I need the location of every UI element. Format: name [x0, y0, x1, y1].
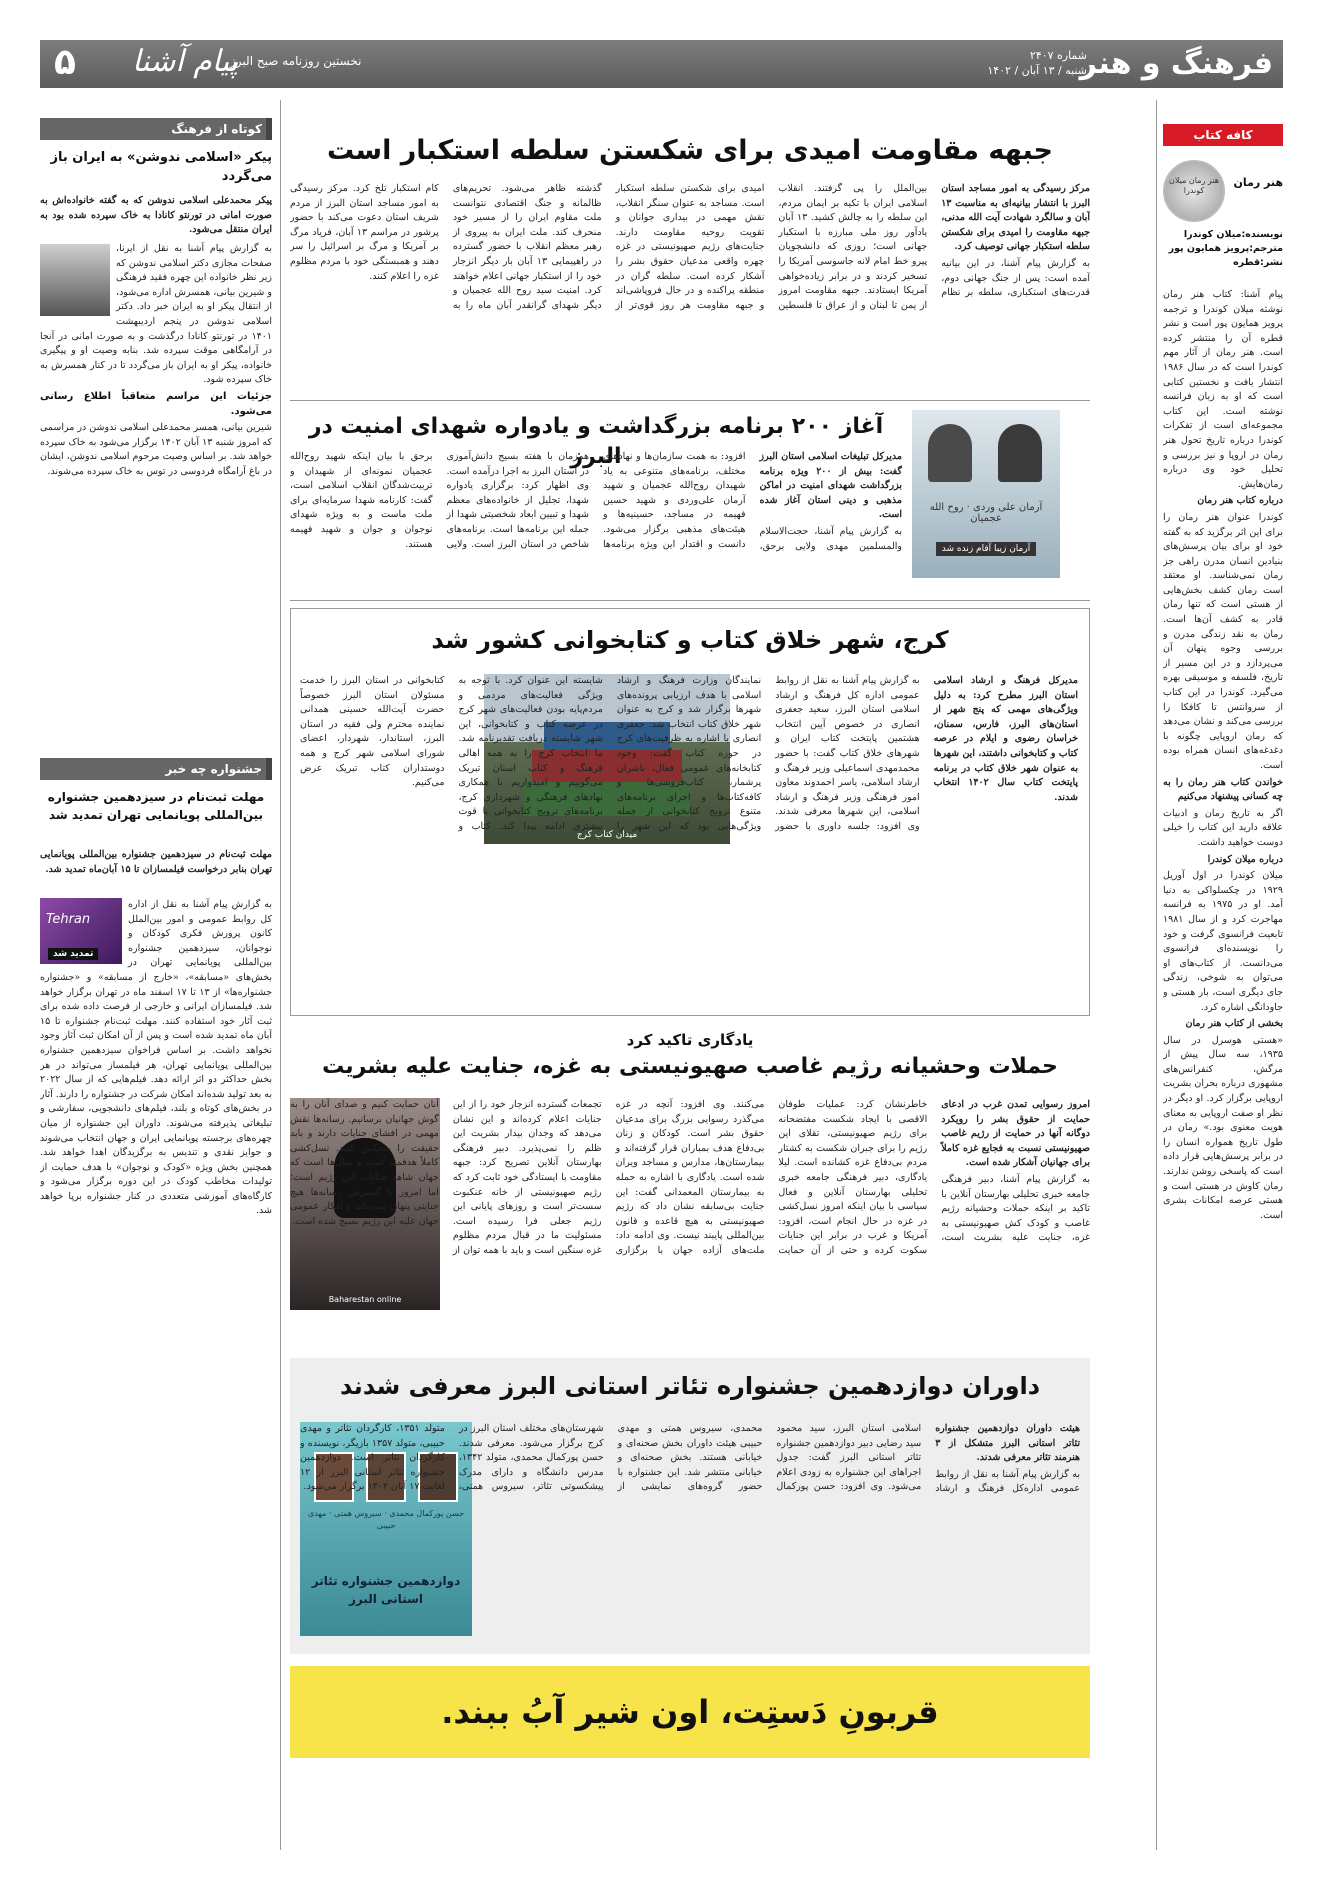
- book-cover-text: هنر رمان میلان کوندرا: [1169, 176, 1219, 195]
- article-resistance-headline: جبهه مقاومت امیدی برای شکستن سلطه استکبار است: [326, 135, 1054, 166]
- festival-news-lead: مهلت ثبت‌نام در سیزدهمین جشنواره بین‌المللی پویانمایی تهران بنابر درخواست فیلمسازان تا ۱۵ آبان‌ماه تمدید شد.: [40, 849, 272, 875]
- issue-number: شماره ۲۴۰۷: [1029, 49, 1087, 62]
- festival-news-body: [40, 898, 272, 1808]
- article-martyrs-text: به گزارش پیام آشنا، حجت‌الاسلام والمسلمین مهدی ولایی برحق، ‌افزود: به همت سازمان‌ها و نهادهای مختلف، برنامه‌های متنوعی به یاد شهیدان روح‌الله عجمیان و شهید آرمان علی‌وردی و شهید حسین فهیمه در مساجد، حسینیه‌ها و هیئت‌های مذهبی برگزار می‌شود. دانست و اقتدار این ویژه برنامه‌ها همزمان با هفته بسیج دانش‌آموزی در استان البرز به اجرا درآمده است. وی اظهار کرد: برگزاری یادواره شهدا، تجلیل از خانواده‌های معظم شهدا و تبیین ابعاد شخصیتی شهدا از جمله این برنامه‌ها است. برنامه‌های شاخص در استان البرز است. ولایی برحق با بیان اینکه شهید روح‌الله عجمیان نمونه‌ای از شهیدان و تربیت‌شدگان انقلاب اسلامی است، گفت: کارنامه شهدا سرمایه‌ای برای ملت ماست و به ویژه شهدای نوجوان و جوان و شهید فهیمه هستند.: [290, 451, 902, 552]
- article-gaza-lead: امروز رسوایی تمدن غرب در ادعای حمایت از حقوق بشر را رویکرد دوگانه آنها در حمایت از رژیم غاصب صهیونیستی نسبت به فجایع غزه کاملاً برای جهانیان آشکار شده است.: [941, 1099, 1090, 1169]
- cafe-ketab-body: [1163, 288, 1283, 1798]
- martyrs-photo: [912, 410, 1060, 578]
- short-culture-headline: پیکر «اسلامی ندوشن» به ایران باز می‌گردد: [50, 150, 272, 184]
- book-translator: مترجم:پرویز همایون پور: [1168, 243, 1283, 254]
- short-culture-header: کوتاه از فرهنگ: [40, 118, 272, 140]
- yadegari-photo-credit: Baharestan online: [328, 1295, 402, 1304]
- cafe-ketab-intro: پیام آشنا: کتاب هنر رمان نوشته میلان کوندرا و ترجمه پرویز همایون پور است و نشر قطره آن را منتشر کرده است. هنر رمان از آثار مهم کوندرا است که در سال ۱۹۸۶ انتشار یافت و نخستین کتابی است که او به زبان فرانسه نوشته است. این کتاب مجموعه‌ای است از تفکرات کوندرا درباره تاریخ تحول هنر رمان در اروپا و نیز بررسی و تحلیل خود وی درباره رمان‌هایش.: [1163, 289, 1283, 490]
- cafe-ketab-section2-body: اگر به تاریخ رمان و ادبیات علاقه دارید این کتاب را خیلی دوست خواهید داشت.: [1163, 807, 1283, 848]
- judge-name-3: مهدی حبیبی: [307, 1509, 396, 1530]
- short-culture-body: [40, 242, 272, 552]
- martyr-portrait-left: [928, 424, 972, 482]
- short-culture-lead: پیکر محمدعلی اسلامی ندوشن که به گفته خانواده‌اش به صورت امانی در تورنتو کانادا به خاک سپرده شده بود به ایران منتقل می‌شود.: [40, 195, 272, 236]
- article-theatre-body: [300, 1422, 1080, 1642]
- book-title: هنر رمان: [1233, 176, 1283, 189]
- martyrs-strip: آرمان زیبا آقام زنده شد: [936, 542, 1036, 556]
- festival-news-header: جشنواره چه خبر: [40, 758, 272, 780]
- article-martyrs-headline: آغاز ۲۰۰ برنامه بزرگداشت و یادواره شهدای امنیت در البرز: [308, 414, 884, 469]
- book-cover-image: [1163, 160, 1225, 222]
- karaj-photo-caption: میدان کتاب کرج: [576, 830, 638, 840]
- martyrs-names: آرمان علی وردی · روح الله عجمیان: [929, 502, 1043, 524]
- poster-spacer: [40, 898, 128, 968]
- festival-poster-badge: تمدید شد: [48, 948, 98, 960]
- article-resistance-text: به گزارش پیام آشنا، در این بیانیه آمده است: پس از جنگ جهانی دوم، قدرت‌های استکباری، سلطه بر نظام بین‌الملل را پی گرفتند. انقلاب اسلامی ایران با تکیه بر ایمان مردم، این سلطه را به چالش کشید. ۱۳ آبان یادآور روز ملی مبارزه با استکبار جهانی است؛ روزی که دانشجویان پیرو خط امام لانه جاسوسی آمریکا را تسخیر کردند و در برابر زیاده‌خواهی آمریکا ایستادند. جبهه مقاومت امروز از یمن تا لبنان و از عراق تا فلسطین امیدی برای شکستن سلطه استکبار است. مساجد به عنوان سنگر انقلاب، نقش مهمی در بیداری جوانان و تقویت روحیه مقاومت دارند. جنایت‌های رژیم صهیونیستی در غزه چهره واقعی مدعیان حقوق بشر را آشکار کرده است. سلطه گران در منطقه پراکنده و در حال فروپاشی‌اند و جبهه مقاومت هر روز قوی‌تر از گذشته ظاهر می‌شود. تحریم‌های ظالمانه و جنگ اقتصادی نتوانست ملت مقاوم ایران را از مسیر خود منحرف کند. ملت ایران به پیروی از رهبر معظم انقلاب با حضور گسترده در راهپیمایی ۱۳ آبان بار دیگر انزجار خود را از استکبار جهانی اعلام خواهند کرد. امنیت سید روح الله عجمیان و دیگر شهدای گرانقدر آبان ماه را به کام استکبار تلخ کرد. مرکز رسیدگی به امور مساجد استان البرز از مردم شریف استان دعوت می‌کند با حضور پرشور در مراسم ۱۳ آبان، فریاد مرگ بر آمریکا و مرگ بر اسرائیل را سر دهند و همبستگی خود با مردم مظلوم غزه را اعلام کنند.: [290, 183, 1090, 311]
- water-saving-banner: [290, 1666, 1090, 1758]
- article-theatre-lead: هیئت داوران دوازدهمین جشنواره تئاتر استانی البرز متشکل از ۳ هنرمند تئاتر معرفی شدند.: [935, 1423, 1080, 1464]
- article-gaza-body: [290, 1098, 1090, 1348]
- short-culture-subhead: جزئیات این مراسم متعاقباً اطلاع رسانی می‌شود.: [40, 390, 272, 417]
- article-karaj-lead: مدیرکل فرهنگ و ارشاد اسلامی استان البرز مطرح کرد: به دلیل ویژگی‌های مهمی که پنج شهر از استان‌های البرز، فارس، سمنان، خراسان رضوی و ایلام در عرصه کتاب و کتابخوانی داشتند، این شهرها به عنوان شهر خلاق کتاب در برنامه پایتخت کتاب سال ۱۴۰۲ انتخاب شدند.: [933, 675, 1078, 803]
- article-martyrs-lead: مدیرکل تبلیغات اسلامی استان البرز گفت: بیش از ۲۰۰ ویژه برنامه بزرگداشت شهدای امنیت در اماکن مذهبی و دینی استان آغاز شده است.: [759, 451, 902, 521]
- theatre-poster-title: دوازدهمین جشنواره تئاتر استانی البرز: [311, 1574, 461, 1606]
- book-author: نویسنده:میلان کوندرا: [1183, 229, 1283, 240]
- cafe-ketab-section4-body: «هستی هوسرل در سال ۱۹۳۵، سه سال پیش از مرگش، کنفرانس‌های مشهوری درباره بحران بشریت اروپایی برگزار کرد. او دیگر در نظر او صفت اروپایی به معنای هویت معنوی بود.» رمان در طول تاریخ همواره انسان را در برابر پرسش‌هایی قرار داده است که پاسخی روشن ندارند. رمان کاوش در هستی است و هستی عرصه امکانات بشری است.: [1163, 1034, 1283, 1221]
- judge-name-1: حسن پورکمال محمدی: [389, 1509, 465, 1518]
- article-gaza-text: به گزارش پیام آشنا، دبیر فرهنگی جامعه خبری تحلیلی بهارستان آنلاین با تاکید بر اینکه حملات وحشیانه رژیم غاصب و کودک کش صهیونیستی به غزه، جنایت علیه بشریت است، خاطرنشان کرد: عملیات طوفان الاقصی با ایجاد شکست مفتضحانه برای رژیم صهیونیستی، تقلای این رژیم را برای جبران شکست به کشتار مردم بی‌دفاع غزه کشانده است. لیلا یادگاری، دبیر فرهنگی جامعه خبری تحلیلی بهارستان آنلاین و فعال سیاسی با بیان اینکه امروز نسل‌کشی در غزه در حال انجام است، افزود: آمریکا و غرب در برابر این جنایات سکوت کرده و حتی از آن حمایت می‌کنند. وی افزود: آنچه در غزه می‌گذرد رسوایی بزرگ برای مدعیان حقوق بشر است. کودکان و زنان بی‌دفاع هدف بمباران قرار گرفته‌اند و بیمارستان‌ها، مدارس و مساجد ویران شده است. یادگاری با اشاره به حمله به بیمارستان المعمدانی گفت: این جنایت بی‌سابقه نشان داد که رژیم صهیونیستی به هیچ قاعده و قانون بین‌المللی پایبند نیست. وی ادامه داد: ملت‌های آزاده جهان با برگزاری تجمعات گسترده انزجار خود را از این جنایات اعلام کرده‌اند و این نشان می‌دهد که وجدان بیدار بشریت این ظلم را نمی‌پذیرد. دبیر فرهنگی بهارستان آنلاین تصریح کرد: جبهه مقاومت با ایستادگی خود ثابت کرد که رژیم صهیونیستی از خانه عنکبوت سست‌تر است و روزهای پایانی این رژیم جعلی فرا رسیده است. مسئولیت ما در قبال مردم مظلوم غزه سنگین است و باید با همه توان از آنان حمایت کنیم و صدای آنان را به گوش جهانیان برسانیم. رسانه‌ها نقش مهمی در افشای جنایات دارند و باید حقیقت را منعکس کنند. نسل‌کشی کاملاً هدفمند است و سال‌ها است که جهان شاهد جنایات این رژیم است؛ اما امروز با گسترش رسانه‌ها هیچ جنایتی پنهان نمی‌ماند و افکار عمومی جهان علیه این رژیم بسیج شده است.: [290, 1099, 1090, 1256]
- judge-name-2: سیروس همتی: [334, 1509, 382, 1518]
- section-title: فرهنگ و هنر: [1079, 46, 1273, 81]
- page-number: ۵: [54, 42, 76, 83]
- cafe-ketab-header: کافه کتاب: [1163, 124, 1283, 146]
- article-resistance-body: [290, 182, 1090, 392]
- article-theatre-text: به گزارش پیام آشنا به نقل از روابط عمومی اداره‌کل فرهنگ و ارشاد اسلامی استان البرز، سید محمود سید رضایی دبیر دوازدهمین جشنواره تئاتر استانی البرز گفت: جدول اجراهای این جشنواره به زودی اعلام می‌شود. وی افزود: حسن پورکمال محمدی، سیروس همتی و مهدی حبیبی هیئت داوران بخش صحنه‌ای و خیابانی هستند. بخش صحنه‌ای و خیابانی منتشر شد. این جشنواره با حضور گروه‌های نمایشی از شهرستان‌های مختلف استان البرز در کرج برگزار می‌شود. معرفی شدند. حسن پورکمال محمدی، متولد ۱۳۴۲، مدرس دانشگاه و دارای مدرک پیشکسوتی تئاتر، سیروس همتی، متولد ۱۳۵۱، کارگردان تئاتر و مهدی حبیبی، متولد ۱۳۵۷ بازیگر، نویسنده و کارگردان تئاتر است. دوازدهمین جشنواره تئاتر استانی البرز از ۱۲ لغایت ۱۷ آبان ۱۴۰۲ برگزار می‌شود.: [300, 1423, 1080, 1495]
- martyr-portrait-right: [998, 424, 1042, 482]
- cafe-ketab-section2-title: خواندن کتاب هنر رمان را به چه کسانی پیشنهاد می‌کنیم: [1163, 776, 1283, 803]
- short-culture-body-p2: شیرین بیانی، همسر محمدعلی اسلامی ندوشن در مراسمی که امروز شنبه ۱۳ آبان ۱۴۰۲ برگزار می‌شود به خاک سپرده خواهد شد. بر اساس وصیت مرحوم اسلامی ندوشن، ایشان در باغ آرامگاه فردوسی در توس به خاک سپرده می‌شوند.: [40, 422, 272, 477]
- short-culture-body-p1: به گزارش پیام آشنا به نقل از ایرنا، صفحات مجازی دکتر اسلامی ندوشن که زیر نظر خانواده این چهره فقید فرهنگی و شیرین بیانی، همسرش اداره می‌شود، از انتقال پیکر او به ایران خبر داد. دکتر اسلامی ندوشن در پنجم اردیبهشت ۱۴۰۱ در تورنتو کانادا درگذشت و به صورت امانی در آنجا در آرامگاهی موقت سپرده شد. بنابه وصیت او و پیگیری خانواده، پیکر او به ایران باز می‌گردد تا در کنار همسرش به خاک سپرده شود.: [40, 243, 272, 386]
- water-saving-slogan: قربونِ دَستِت، اون شیر آبُ ببند.: [441, 1693, 939, 1731]
- article-karaj-headline: کرج، شهر خلاق کتاب و کتابخوانی کشور شد: [431, 626, 949, 654]
- judges-names: حسن پورکمال محمدی · سیروس همتی · مهدی حبیبی: [307, 1509, 465, 1530]
- photo-spacer: [40, 242, 116, 318]
- festival-news-body-text: به گزارش پیام آشنا به نقل از اداره کل روابط عمومی و امور بین‌الملل کانون پرورش فکری کودکان و نوجوانان، سیزدهمین جشنواره بین‌المللی پویانمایی تهران در بخش‌های «مسابقه»، «خارج از مسابقه» و «جشنواره جشنواره‌ها» از ۱۳ تا ۱۷ اسفند ماه در تهران برگزار خواهد شد. فیلمسازان ایرانی و خارجی از فرصت داده شده برای ثبت آثار خود استفاده کنند. مهلت ثبت‌نام جشنواره تا ۱۵ آبان ماه تمدید شده است و پس از آن امکان ثبت آثار وجود نخواهد داشت. بر اساس فراخوان سیزدهمین جشنواره بین‌المللی پویانمایی تهران، هر فیلمساز می‌تواند در هر بخش حداکثر دو اثر ارائه دهد. فیلم‌هایی که از سال ۲۰۲۲ به بعد تولید شده‌اند امکان شرکت در جشنواره را دارند. آثار در بخش‌های کوتاه و بلند، فیلم‌های دانشجویی، سفارشی و تبلیغاتی پذیرفته می‌شوند. داوران این جشنواره از میان چهره‌های برجسته پویانمایی ایران و جهان انتخاب می‌شوند و جوایز نقدی و تندیس به برگزیدگان اهدا خواهد شد. همچنین بخش ویژه «کودک و نوجوان» با هدف حمایت از تولیدات مخاطب کودک در این دوره برگزار می‌شود و کارگاه‌های آموزشی متعددی در کنار جشنواره برپا خواهد شد.: [40, 899, 272, 1217]
- masthead: [40, 40, 1283, 88]
- cafe-ketab-section3-title: درباره میلان کوندرا: [1207, 853, 1283, 865]
- festival-poster-title: Tehran: [46, 912, 91, 927]
- column-divider: [1156, 100, 1157, 1850]
- issue-date: شنبه / ۱۳ آبان / ۱۴۰۲: [987, 64, 1087, 77]
- cafe-ketab-section4-title: بخشی از کتاب هنر رمان: [1185, 1018, 1283, 1030]
- article-theatre-headline: داوران دوازدهمین جشنواره تئاتر استانی البرز معرفی شدند: [339, 1372, 1041, 1400]
- article-gaza-headline: حملات وحشیانه رژیم غاصب صهیونیستی به غزه، جنایت علیه بشریت: [322, 1054, 1058, 1079]
- book-credits: [1163, 228, 1283, 270]
- section-divider: [290, 600, 1090, 601]
- issue-meta: [987, 48, 1087, 78]
- column-divider: [280, 100, 281, 1850]
- section-divider: [290, 400, 1090, 401]
- article-martyrs-body: [290, 450, 902, 582]
- cafe-ketab-section3-body: میلان کوندرا در اول آوریل ۱۹۲۹ در چکسلواکی به دنیا آمد. او در ۱۹۷۵ به فرانسه مهاجرت کرد و از سال ۱۹۸۱ تابعیت فرانسوی گرفت و خود را نویسنده‌ای فرانسوی می‌دانست. از کتاب‌های او می‌توان به شوخی، زندگی جای دیگری است، بار هستی و جاودانگی اشاره کرد.: [1163, 870, 1283, 1013]
- festival-news-headline: مهلت ثبت‌نام در سیزدهمین جشنواره بین‌المللی پویانمایی تهران تمدید شد: [47, 790, 265, 822]
- article-karaj-body: [300, 674, 1078, 1008]
- book-publisher: نشر:قطره: [1233, 257, 1283, 268]
- cafe-ketab-section1-body: کوندرا عنوان هنر رمان را برای این اثر برگزید که به گفته خود او برای بیان پرسش‌های بنیادین انسان مدرن راهی جز رمان نمی‌شناسد. او معتقد است رمان کشف بخش‌هایی از هستی است که تنها رمان قادر به کشف آن‌ها است. رمان به نقد زندگی مدرن و بررسی وجوه پنهان آن می‌پردازد و در این مسیر از تاریخ، فلسفه و موسیقی بهره می‌گیرد. کوندرا در این کتاب از سروانتس تا کافکا را بررسی می‌کند و نشان می‌دهد که رمان اروپایی چگونه با دغدغه‌های انسان همراه بوده است.: [1163, 511, 1283, 771]
- article-resistance-lead: مرکز رسیدگی به امور مساجد استان البرز با انتشار بیانیه‌ای به مناسبت ۱۳ آبان و سالگرد شهادت آیت الله مدنی، جبهه مقاومت را امیدی برای شکستن سلطه استکبار جهانی توصیف کرد.: [941, 183, 1090, 253]
- paper-logo: پیام آشنا: [132, 44, 239, 79]
- paper-tagline: نخستین روزنامه صبح البرز: [230, 54, 362, 68]
- article-karaj-text: به گزارش پیام آشنا به نقل از روابط عمومی اداره کل فرهنگ و ارشاد اسلامی استان البرز، سعید جعفری انصاری در خصوص آیین انتخاب هشتمین پایتخت کتاب ایران و شهرهای خلاق کتاب گفت: با حضور محمدمهدی اسماعیلی وزیر فرهنگ و ارشاد اسلامی، یاسر احمدوند معاون امور فرهنگی وزیر فرهنگ و ارشاد اسلامی، این شهرها معرفی شدند. وی افزود: جلسه داوری با حضور نمایندگان وزارت فرهنگ و ارشاد اسلامی با هدف ارزیابی پرونده‌های شهرها برگزار شد و کرج به عنوان شهر خلاق کتاب انتخاب شد. جعفری انصاری با اشاره به ظرفیت‌های کرج در حوزه کتاب گفت: وجود کتابخانه‌های عمومی فعال، ناشران پرشمار، کتاب‌فروشی‌ها و کافه‌کتاب‌ها و اجرای برنامه‌های متنوع ترویج کتابخوانی از جمله ویژگی‌هایی بود که این شهر را شایسته این عنوان کرد. با توجه به ویژگی فعالیت‌های مردمی و مردم‌پایه بودن فعالیت‌های شهر کرج در عرصه کتاب و کتابخوانی، این شهر شایسته دریافت تقدیرنامه شد. ما انتخاب کرج را به همه اهالی فرهنگ و کتاب استان تبریک می‌گوییم و امیدواریم با همکاری نهادهای فرهنگی و شهرداری کرج، برنامه‌های ترویج کتابخوانی با قوت بیشتری ادامه پیدا کند. کتاب و کتابخوانی در استان البرز را خدمت مسئولان استان البرز خصوصاً حضرت آیت‌الله حسینی همدانی نماینده محترم ولی فقیه در استان البرز، استاندار، شهردار، اعضای شورای اسلامی شهر کرج و همه دوستداران کتاب تبریک عرض می‌کنیم.: [300, 675, 920, 832]
- article-gaza-kicker: یادگاری تاکید کرد: [626, 1031, 754, 1049]
- cafe-ketab-section1-title: درباره کتاب هنر رمان: [1197, 495, 1283, 507]
